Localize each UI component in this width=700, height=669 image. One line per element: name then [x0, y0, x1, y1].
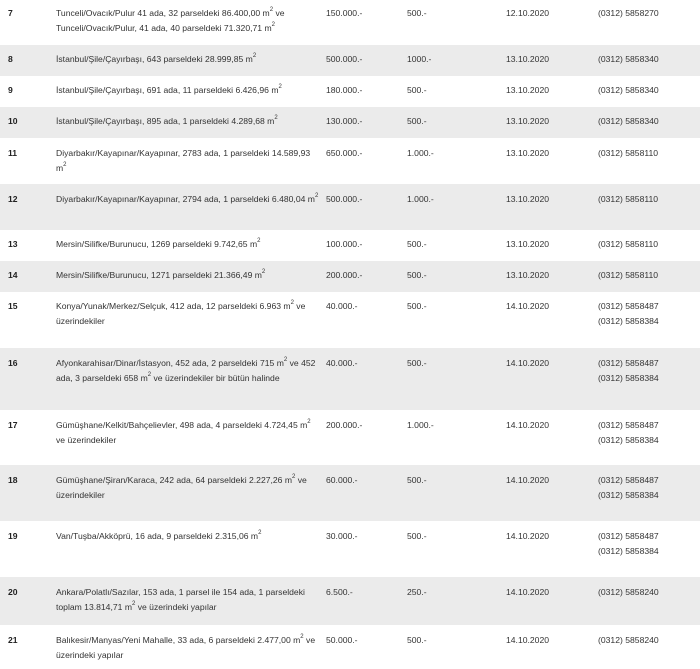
phone-number: (0312) 5858384 — [598, 490, 659, 500]
estimated-price: 50.000.- — [326, 625, 407, 669]
table-row — [0, 577, 700, 625]
estimated-price: 500.000.- — [326, 184, 407, 230]
auction-date: 14.10.2020 — [506, 348, 598, 410]
estimated-price: 100.000.- — [326, 230, 407, 261]
phone-number: (0312) 5858240 — [598, 587, 659, 597]
row-number: 12 — [0, 184, 55, 230]
table-row — [0, 292, 700, 348]
property-location: Diyarbakır/Kayapınar/Kayapınar, 2794 ada, 1 parseldeki 6.480,04 $m^2$ — [55, 184, 326, 230]
phone-number: (0312) 5858384 — [598, 316, 659, 326]
auction-date: 14.10.2020 — [506, 465, 598, 521]
deposit-amount: 500.- — [407, 107, 506, 138]
table-row — [0, 465, 700, 521]
auction-date: 13.10.2020 — [506, 184, 598, 230]
contact-phones — [598, 292, 700, 348]
contact-phones — [598, 184, 700, 230]
row-number: 13 — [0, 230, 55, 261]
estimated-price: 60.000.- — [326, 465, 407, 521]
property-location: Gümüşhane/Kelkit/Bahçelievler, 498 ada, 4 parseldeki 4.724,45 $m^2$ ve üzerindekiler — [55, 410, 326, 465]
auction-date: 13.10.2020 — [506, 76, 598, 107]
property-location: Mersin/Silifke/Burunucu, 1271 parseldeki 21.366,49 $m^2$ — [55, 261, 326, 292]
row-number: 17 — [0, 410, 55, 465]
row-number: 15 — [0, 292, 55, 348]
auction-date: 13.10.2020 — [506, 261, 598, 292]
auction-date: 13.10.2020 — [506, 230, 598, 261]
phone-number: (0312) 5858384 — [598, 373, 659, 383]
phone-number: (0312) 5858384 — [598, 435, 659, 445]
deposit-amount: 500.- — [407, 625, 506, 669]
deposit-amount: 1.000.- — [407, 410, 506, 465]
phone-number: (0312) 5858270 — [598, 8, 659, 18]
contact-phones — [598, 261, 700, 292]
phone-number: (0312) 5858487 — [598, 358, 659, 368]
row-number: 19 — [0, 521, 55, 577]
estimated-price: 40.000.- — [326, 348, 407, 410]
row-number: 8 — [0, 45, 55, 76]
table-row — [0, 76, 700, 107]
table-row — [0, 107, 700, 138]
contact-phones — [598, 0, 700, 45]
row-number: 16 — [0, 348, 55, 410]
auction-date: 12.10.2020 — [506, 0, 598, 45]
property-location: Afyonkarahisar/Dinar/İstasyon, 452 ada, 2 parseldeki 715 $m^2$ ve 452 ada, 3 parseldeki 658 $m^2$ ve üzerindekiler bir bütün halinde — [55, 348, 326, 410]
table-row — [0, 348, 700, 410]
deposit-amount: 500.- — [407, 465, 506, 521]
estimated-price: 6.500.- — [326, 577, 407, 625]
row-number: 11 — [0, 138, 55, 184]
phone-number: (0312) 5858110 — [598, 239, 659, 249]
estimated-price: 40.000.- — [326, 292, 407, 348]
auction-date: 14.10.2020 — [506, 521, 598, 577]
phone-number: (0312) 5858384 — [598, 546, 659, 556]
contact-phones — [598, 138, 700, 184]
deposit-amount: 500.- — [407, 292, 506, 348]
property-location: Konya/Yunak/Merkez/Selçuk, 412 ada, 12 parseldeki 6.963 $m^2$ ve üzerindekiler — [55, 292, 326, 348]
property-location: İstanbul/Şile/Çayırbaşı, 643 parseldeki 28.999,85 $m^2$ — [55, 45, 326, 76]
contact-phones — [598, 410, 700, 465]
table-row — [0, 184, 700, 230]
phone-number: (0312) 5858110 — [598, 194, 659, 204]
deposit-amount: 1.000.- — [407, 138, 506, 184]
phone-number: (0312) 5858340 — [598, 54, 659, 64]
estimated-price: 500.000.- — [326, 45, 407, 76]
row-number: 21 — [0, 625, 55, 669]
table-row — [0, 625, 700, 669]
estimated-price: 200.000.- — [326, 410, 407, 465]
contact-phones — [598, 107, 700, 138]
property-location: İstanbul/Şile/Çayırbaşı, 895 ada, 1 parseldeki 4.289,68 $m^2$ — [55, 107, 326, 138]
row-number: 18 — [0, 465, 55, 521]
phone-number: (0312) 5858487 — [598, 475, 659, 485]
deposit-amount: 500.- — [407, 230, 506, 261]
estimated-price: 130.000.- — [326, 107, 407, 138]
row-number: 10 — [0, 107, 55, 138]
deposit-amount: 1.000.- — [407, 184, 506, 230]
contact-phones — [598, 348, 700, 410]
estimated-price: 200.000.- — [326, 261, 407, 292]
property-location: Tunceli/Ovacık/Pulur 41 ada, 32 parseldeki 86.400,00 $m^2$ ve Tunceli/Ovacık/Pulur, 41 ada, 40 parseldeki 71.320,71 $m^2$ — [55, 0, 326, 45]
phone-number: (0312) 5858487 — [598, 420, 659, 430]
phone-number: (0312) 5858110 — [598, 270, 659, 280]
deposit-amount: 1000.- — [407, 45, 506, 76]
phone-number: (0312) 5858340 — [598, 116, 659, 126]
property-location: Diyarbakır/Kayapınar/Kayapınar, 2783 ada, 1 parseldeki 14.589,93 $m^2$ — [55, 138, 326, 184]
phone-number: (0312) 5858110 — [598, 148, 659, 158]
table-row — [0, 261, 700, 292]
phone-number: (0312) 5858340 — [598, 85, 659, 95]
property-location: Balıkesir/Manyas/Yeni Mahalle, 33 ada, 6 parseldeki 2.477,00 $m^2$ ve üzerindeki yapılar — [55, 625, 326, 669]
table-row — [0, 410, 700, 465]
auction-date: 13.10.2020 — [506, 138, 598, 184]
phone-number: (0312) 5858487 — [598, 301, 659, 311]
estimated-price: 30.000.- — [326, 521, 407, 577]
auction-date: 14.10.2020 — [506, 410, 598, 465]
table-row — [0, 138, 700, 184]
auction-date: 13.10.2020 — [506, 107, 598, 138]
auction-date: 14.10.2020 — [506, 625, 598, 669]
property-location: Van/Tuşba/Akköprü, 16 ada, 9 parseldeki 2.315,06 $m^2$ — [55, 521, 326, 577]
deposit-amount: 500.- — [407, 348, 506, 410]
deposit-amount: 500.- — [407, 521, 506, 577]
deposit-amount: 500.- — [407, 0, 506, 45]
deposit-amount: 500.- — [407, 261, 506, 292]
estimated-price: 150.000.- — [326, 0, 407, 45]
contact-phones — [598, 76, 700, 107]
table-row — [0, 0, 700, 45]
auction-date: 14.10.2020 — [506, 292, 598, 348]
deposit-amount: 250.- — [407, 577, 506, 625]
row-number: 14 — [0, 261, 55, 292]
auction-date: 14.10.2020 — [506, 577, 598, 625]
row-number: 20 — [0, 577, 55, 625]
contact-phones — [598, 521, 700, 577]
contact-phones — [598, 465, 700, 521]
auction-date: 13.10.2020 — [506, 45, 598, 76]
row-number: 7 — [0, 0, 55, 45]
phone-number: (0312) 5858240 — [598, 635, 659, 645]
deposit-amount: 500.- — [407, 76, 506, 107]
estimated-price: 650.000.- — [326, 138, 407, 184]
property-location: İstanbul/Şile/Çayırbaşı, 691 ada, 11 parseldeki 6.426,96 $m^2$ — [55, 76, 326, 107]
row-number: 9 — [0, 76, 55, 107]
contact-phones — [598, 45, 700, 76]
contact-phones — [598, 230, 700, 261]
table-row — [0, 45, 700, 76]
contact-phones — [598, 625, 700, 669]
property-location: Ankara/Polatlı/Sazılar, 153 ada, 1 parsel ile 154 ada, 1 parseldeki toplam 13.814,71 $m^2$ ve üzerindeki yapılar — [55, 577, 326, 625]
property-location: Gümüşhane/Şiran/Karaca, 242 ada, 64 parseldeki 2.227,26 $m^2$ ve üzerindekiler — [55, 465, 326, 521]
contact-phones — [598, 577, 700, 625]
table-row — [0, 521, 700, 577]
estimated-price: 180.000.- — [326, 76, 407, 107]
table-row — [0, 230, 700, 261]
phone-number: (0312) 5858487 — [598, 531, 659, 541]
property-location: Mersin/Silifke/Burunucu, 1269 parseldeki 9.742,65 $m^2$ — [55, 230, 326, 261]
